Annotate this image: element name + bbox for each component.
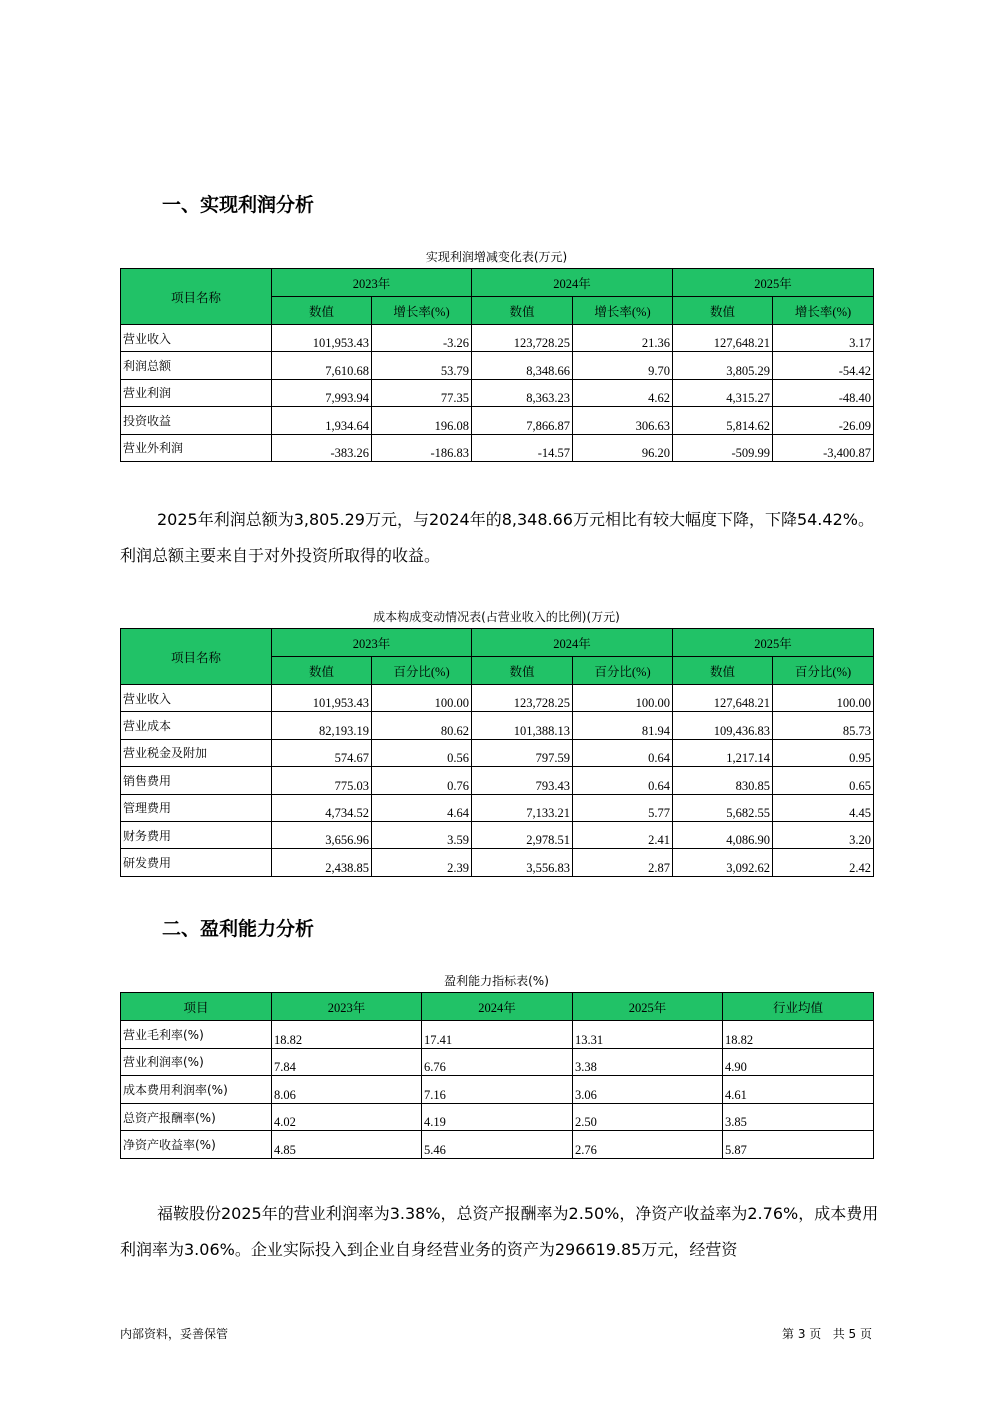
year-header: 2024年	[422, 993, 573, 1021]
item-name-header: 项目名称	[121, 629, 272, 685]
row-label: 营业毛利率(%)	[121, 1021, 272, 1049]
item-header: 项目	[121, 993, 272, 1021]
percent-header: 百分比(%)	[773, 657, 874, 685]
table-cell: 7.84	[272, 1048, 422, 1076]
table-cell: 4.61	[723, 1076, 874, 1104]
value-header: 数值	[673, 297, 773, 325]
table-row	[121, 1076, 874, 1104]
table-cell: 574.67	[272, 739, 372, 766]
profit-analysis-paragraph: 2025年利润总额为3,805.29万元，与2024年的8,348.66万元相比有较大幅度下降，下降54.42%。利润总额主要来自于对外投资所取得的收益。	[120, 510, 874, 565]
table-cell: 3.59	[372, 821, 472, 848]
year-header: 2025年	[673, 269, 874, 297]
table-cell: 17.41	[422, 1021, 573, 1049]
profitability-analysis-paragraph: 福鞍股份2025年的营业利润率为3.38%，总资产报酬率为2.50%，净资产收益率为2.76%，成本费用利润率为3.06%。企业实际投入到企业自身经营业务的资产为296619.85万元，经营资	[120, 1204, 879, 1259]
value-header: 数值	[673, 657, 773, 685]
table-cell: 101,388.13	[472, 712, 573, 739]
table-cell: 2.50	[573, 1103, 723, 1131]
table-cell: 4,315.27	[673, 379, 773, 406]
table-cell: 4.62	[573, 379, 673, 406]
table-cell: 3,656.96	[272, 821, 372, 848]
profit-table-body	[121, 325, 874, 462]
table-row	[121, 1103, 874, 1131]
growth-rate-header: 增长率(%)	[773, 297, 874, 325]
percent-header: 百分比(%)	[372, 657, 472, 685]
table-cell: 3,805.29	[673, 352, 773, 379]
table-row	[121, 1048, 874, 1076]
table-cell: 0.95	[773, 739, 874, 766]
table-cell: 4,734.52	[272, 794, 372, 821]
table-cell: 109,436.83	[673, 712, 773, 739]
table-cell: 81.94	[573, 712, 673, 739]
row-label: 营业利润率(%)	[121, 1048, 272, 1076]
table-cell: -186.83	[372, 434, 472, 461]
table-cell: 3,092.62	[673, 849, 773, 876]
table-cell: 3.85	[723, 1103, 874, 1131]
section-heading-profitability: 二、盈利能力分析	[162, 918, 315, 940]
table-cell: 8,348.66	[472, 352, 573, 379]
profit-change-table	[120, 268, 874, 462]
section-heading-profit: 一、实现利润分析	[162, 194, 315, 216]
table-cell: 21.36	[573, 325, 673, 352]
table-cell: 4,086.90	[673, 821, 773, 848]
table-row	[121, 849, 874, 876]
table-cell: -54.42	[773, 352, 874, 379]
item-name-header: 项目名称	[121, 269, 272, 325]
table-cell: 2.39	[372, 849, 472, 876]
table-cell: 13.31	[573, 1021, 723, 1049]
cost-structure-table	[120, 628, 874, 877]
year-header: 2023年	[272, 269, 472, 297]
table-cell: 3,556.83	[472, 849, 573, 876]
year-header: 2023年	[272, 993, 422, 1021]
table-cell: 775.03	[272, 767, 372, 794]
table-row	[121, 685, 874, 712]
percent-header: 百分比(%)	[573, 657, 673, 685]
table-caption-profit: 实现利润增减变化表(万元)	[425, 250, 568, 264]
table-cell: -509.99	[673, 434, 773, 461]
table-cell: -3,400.87	[773, 434, 874, 461]
table-cell: 127,648.21	[673, 685, 773, 712]
table-cell: 123,728.25	[472, 685, 573, 712]
row-label: 管理费用	[121, 794, 272, 821]
table-cell: 3.20	[773, 821, 874, 848]
table-cell: 2.41	[573, 821, 673, 848]
table-cell: 82,193.19	[272, 712, 372, 739]
table-cell: 3.06	[573, 1076, 723, 1104]
table-cell: 9.70	[573, 352, 673, 379]
year-header: 2025年	[673, 629, 874, 657]
table-cell: 85.73	[773, 712, 874, 739]
footer-confidential-note: 内部资料，妥善保管	[120, 1327, 229, 1341]
table-cell: 4.64	[372, 794, 472, 821]
table-cell: 793.43	[472, 767, 573, 794]
table-cell: 7,993.94	[272, 379, 372, 406]
table-cell: 2.76	[573, 1131, 723, 1159]
table-cell: 2.87	[573, 849, 673, 876]
table-cell: 7.16	[422, 1076, 573, 1104]
table-row	[121, 767, 874, 794]
table-cell: 6.76	[422, 1048, 573, 1076]
row-label: 研发费用	[121, 849, 272, 876]
table-cell: 306.63	[573, 407, 673, 434]
table-cell: 4.45	[773, 794, 874, 821]
table-cell: 7,133.21	[472, 794, 573, 821]
table-cell: 96.20	[573, 434, 673, 461]
value-header: 数值	[272, 297, 372, 325]
row-label: 总资产报酬率(%)	[121, 1103, 272, 1131]
year-header: 2023年	[272, 629, 472, 657]
table-caption-cost: 成本构成变动情况表(占营业收入的比例)(万元)	[373, 610, 620, 624]
footer-page-number: 第 3 页 共 5 页	[782, 1327, 872, 1341]
table-cell: 100.00	[773, 685, 874, 712]
table-row	[121, 352, 874, 379]
table-cell: 5.46	[422, 1131, 573, 1159]
row-label: 销售费用	[121, 767, 272, 794]
table-cell: 5,682.55	[673, 794, 773, 821]
profitability-indicator-table	[120, 992, 874, 1159]
table-cell: 4.19	[422, 1103, 573, 1131]
table-cell: 4.02	[272, 1103, 422, 1131]
table-cell: 18.82	[723, 1021, 874, 1049]
table-cell: 4.90	[723, 1048, 874, 1076]
row-label: 投资收益	[121, 407, 272, 434]
table-cell: 5.87	[723, 1131, 874, 1159]
row-label: 净资产收益率(%)	[121, 1131, 272, 1159]
table-cell: 100.00	[372, 685, 472, 712]
table-cell: 196.08	[372, 407, 472, 434]
table-row	[121, 379, 874, 406]
table-cell: 797.59	[472, 739, 573, 766]
table-cell: 18.82	[272, 1021, 422, 1049]
table-cell: 0.65	[773, 767, 874, 794]
row-label: 利润总额	[121, 352, 272, 379]
table-cell: 53.79	[372, 352, 472, 379]
row-label: 财务费用	[121, 821, 272, 848]
table-cell: -14.57	[472, 434, 573, 461]
table-cell: 830.85	[673, 767, 773, 794]
table-row	[121, 794, 874, 821]
table-cell: -26.09	[773, 407, 874, 434]
table-cell: 7,610.68	[272, 352, 372, 379]
year-header: 2025年	[573, 993, 723, 1021]
table-cell: 1,217.14	[673, 739, 773, 766]
table-cell: 0.64	[573, 767, 673, 794]
row-label: 营业外利润	[121, 434, 272, 461]
table-cell: 0.56	[372, 739, 472, 766]
table-cell: 2,978.51	[472, 821, 573, 848]
table-cell: 2,438.85	[272, 849, 372, 876]
table-cell: -3.26	[372, 325, 472, 352]
table-cell: 0.76	[372, 767, 472, 794]
row-label: 营业利润	[121, 379, 272, 406]
table-cell: 0.64	[573, 739, 673, 766]
row-label: 营业收入	[121, 325, 272, 352]
table-cell: 101,953.43	[272, 325, 372, 352]
table-cell: 4.85	[272, 1131, 422, 1159]
table-row	[121, 712, 874, 739]
table-row	[121, 1131, 874, 1159]
year-header: 2024年	[472, 269, 673, 297]
profitability-table-body	[121, 1021, 874, 1159]
table-row	[121, 1021, 874, 1049]
table-cell: 3.17	[773, 325, 874, 352]
industry-average-header: 行业均值	[723, 993, 874, 1021]
cost-table-body	[121, 685, 874, 877]
table-cell: 8.06	[272, 1076, 422, 1104]
table-row	[121, 325, 874, 352]
table-cell: 5,814.62	[673, 407, 773, 434]
row-label: 成本费用利润率(%)	[121, 1076, 272, 1104]
table-cell: 100.00	[573, 685, 673, 712]
growth-rate-header: 增长率(%)	[372, 297, 472, 325]
value-header: 数值	[472, 657, 573, 685]
table-cell: 8,363.23	[472, 379, 573, 406]
row-label: 营业税金及附加	[121, 739, 272, 766]
growth-rate-header: 增长率(%)	[573, 297, 673, 325]
table-row	[121, 434, 874, 461]
table-cell: 127,648.21	[673, 325, 773, 352]
table-cell: 1,934.64	[272, 407, 372, 434]
table-cell: 5.77	[573, 794, 673, 821]
table-row	[121, 739, 874, 766]
table-cell: 101,953.43	[272, 685, 372, 712]
table-cell: 77.35	[372, 379, 472, 406]
table-cell: 123,728.25	[472, 325, 573, 352]
row-label: 营业收入	[121, 685, 272, 712]
table-cell: 7,866.87	[472, 407, 573, 434]
table-row	[121, 821, 874, 848]
value-header: 数值	[472, 297, 573, 325]
table-cell: 80.62	[372, 712, 472, 739]
table-caption-profitability: 盈利能力指标表(%)	[444, 974, 549, 988]
table-cell: -383.26	[272, 434, 372, 461]
row-label: 营业成本	[121, 712, 272, 739]
table-row	[121, 407, 874, 434]
table-cell: 2.42	[773, 849, 874, 876]
table-cell: 3.38	[573, 1048, 723, 1076]
value-header: 数值	[272, 657, 372, 685]
table-cell: -48.40	[773, 379, 874, 406]
year-header: 2024年	[472, 629, 673, 657]
